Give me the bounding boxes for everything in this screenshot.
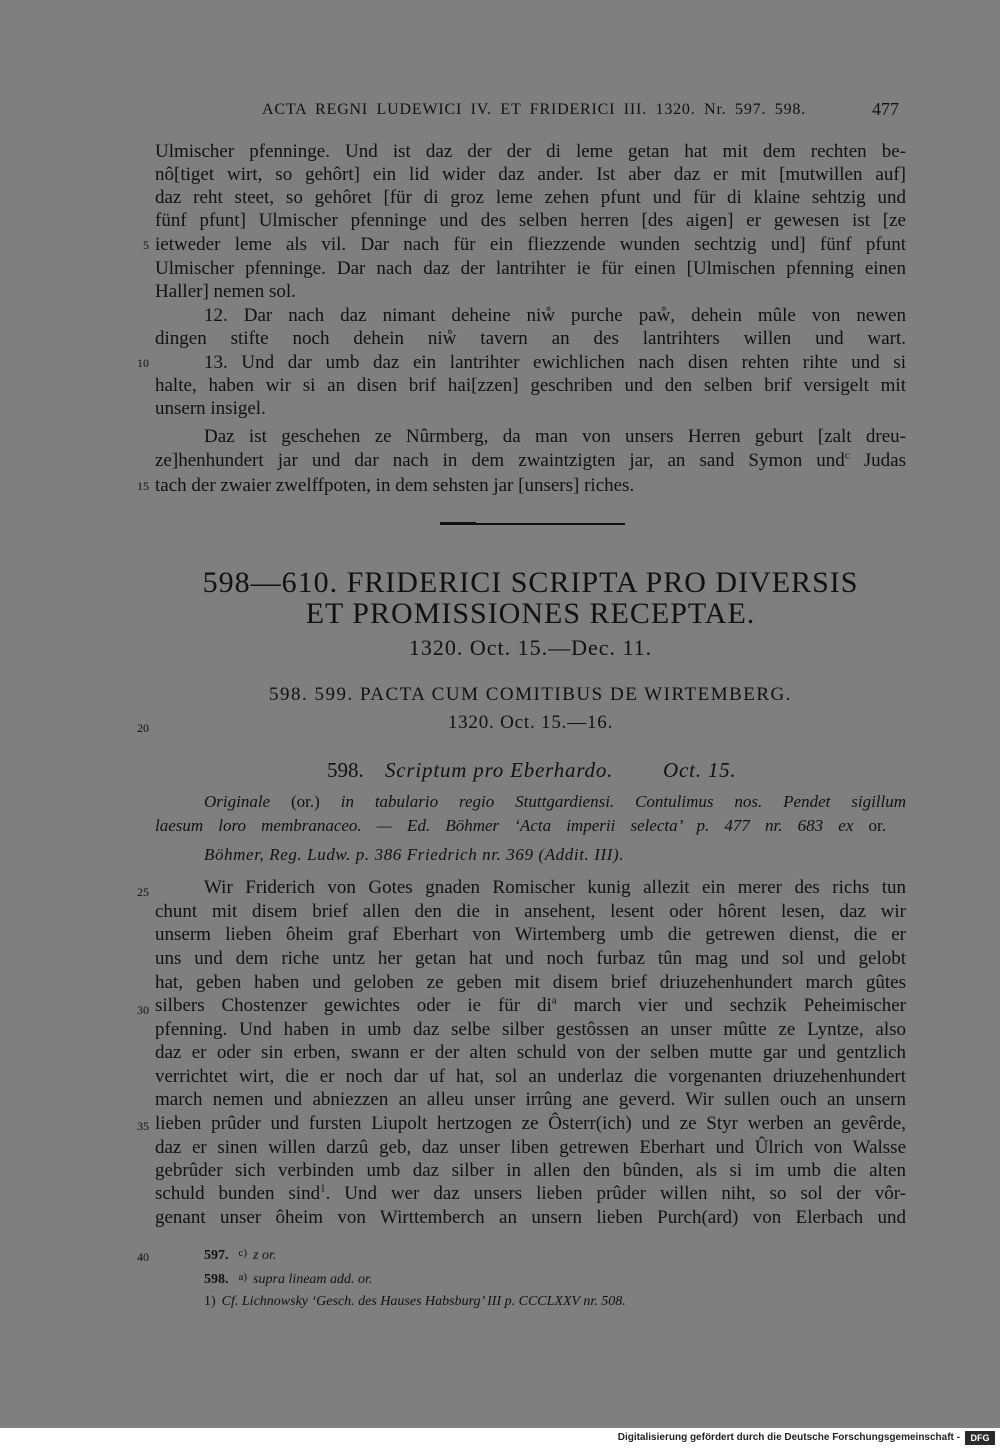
text-line — [155, 449, 906, 473]
text-line: halte, haben wir si an disen brif hai[zzen] geschriben und den selben brif versigelt mit — [155, 375, 906, 396]
source-segment: laesum loro membranaceo. — Ed. Böhmer ‘Acta imperii selecta’ p. 477 nr. 683 ex — [155, 816, 854, 835]
text-segment: schuld bunden sind — [155, 1183, 321, 1204]
text-line: tach der zwaier zwelffpoten, in dem sehsten jar [unsers] riches. — [155, 475, 635, 496]
source-note-line — [204, 790, 906, 814]
text-line: Ulmischer pfenninge. Und ist daz der der di leme getan hat mit dem rechten be- — [155, 141, 906, 162]
footnote-text: Cf. Lichnowsky ‘Gesch. des Hauses Habsburg’ III p. CCCLXXV nr. 508. — [221, 1294, 626, 1309]
text-line: Haller] nemen sol. — [155, 281, 296, 302]
text-segment: Judas — [849, 450, 906, 471]
text-line — [155, 1182, 906, 1206]
line-number: 5 — [143, 238, 149, 252]
footnote-doc-number: 597. — [204, 1248, 229, 1263]
text-line — [155, 994, 906, 1018]
footnote-mark: a — [551, 994, 557, 1007]
text-line: Wir Friderich von Gotes gnaden Romischer kunig allezit ein merer des richs tun — [204, 877, 906, 898]
source-segment: (or.) — [291, 792, 320, 811]
text-line: genant unser ôheim von Wirttemberch an unsern lieben Purch(ard) von Elerbach und — [155, 1207, 906, 1228]
source-note-line — [155, 814, 886, 838]
text-segment: ze]henhundert jar und dar nach in dem zwaintzigten jar, an sand Symon und — [155, 450, 845, 471]
subsection-dates: 1320. Oct. 15.—16. — [447, 712, 614, 733]
text-line: 12. Dar nach daz nimant deheine niẘ purche paẘ, dehein mûle von newen — [204, 305, 906, 326]
text-line: Daz ist geschehen ze Nûrmberg, da man von unsers Herren geburt [zalt dreu- — [204, 426, 906, 447]
line-number: 40 — [137, 1250, 149, 1264]
line-number: 35 — [137, 1119, 149, 1133]
footnote-doc-number: 598. — [204, 1272, 229, 1287]
page-number: 477 — [872, 99, 899, 119]
text-line: gebrûder sich verbinden umb daz silber in allen den bûnden, als si im umb die alten — [155, 1160, 906, 1181]
footnote-text: z or. — [253, 1248, 277, 1263]
digitization-credit: Digitalisierung gefördert durch die Deutsche Forschungsgemeinschaft - — [617, 1432, 960, 1443]
source-segment: Originale — [204, 792, 271, 811]
source-segment: in tabulario regio Stuttgardiensi. Contulimus nos. Pendet sigillum — [340, 792, 907, 811]
text-line: nô[tiget wirt, so gehôrt] ein lid wider daz ander. Ist aber daz er mit [mutwillen auf] — [155, 164, 906, 185]
text-line: 13. Und dar umb daz ein lantrihter ewichlichen nach disen rehten rihte und si — [204, 352, 906, 373]
section-dates: 1320. Oct. 15.—Dec. 11. — [408, 635, 653, 660]
document-heading: Scriptum pro Eberhardo. — [385, 758, 614, 782]
text-line: verrichtet wirt, die er noch dar uf hat, sol an underlaz die vorgenanten driuzehenhundert — [155, 1066, 906, 1087]
text-segment: silbers Chostenzer gewichtes oder ie für di — [155, 995, 552, 1016]
text-line: uns und dem riche untz her getan hat und noch furbaz tûn mag und sol und gelobt — [155, 948, 906, 969]
footnote-marker: c) — [238, 1247, 248, 1259]
section-title-continued: ET PROMISSIONES RECEPTAE. — [305, 597, 756, 630]
text-line: ietweder leme als vil. Dar nach für ein fliezzende wunden sechtzig und] fünf pfunt — [155, 234, 906, 255]
line-number: 15 — [137, 479, 149, 493]
document-date: Oct. 15. — [663, 758, 737, 782]
text-line: daz er sinen willen darzû geb, daz unser liben getrewen Eberhart und Ûlrich von Walsse — [155, 1137, 906, 1158]
footnote-mark: c — [844, 449, 850, 462]
line-number: 25 — [137, 885, 149, 899]
line-number: 30 — [137, 1003, 149, 1017]
footnote — [204, 1292, 626, 1312]
text-line: lieben prûder und fursten Liupolt hertzogen ze Ôsterr(ich) und ze Styr werben an gevêrde, — [155, 1113, 906, 1134]
running-title: ACTA REGNI LUDEWICI IV. ET FRIDERICI III. 1320. Nr. 597. 598. — [262, 101, 806, 118]
text-line: hat, geben haben und geloben ze geben mit disem brief driuzehenhundert march gûtes — [155, 972, 906, 993]
footnote-mark: 1 — [320, 1182, 326, 1195]
text-line: unserm lieben ôheim graf Eberhart von Wirtemberg umb die getrewen dienst, die er — [155, 924, 906, 945]
footnote-marker: a) — [238, 1271, 248, 1283]
text-line: Ulmischer pfenninge. Dar nach daz der lantrihter ie für einen [Ulmischen pfenning einen — [155, 258, 906, 279]
source-segment: or. — [868, 816, 887, 835]
dfg-logo: DFG — [965, 1431, 995, 1445]
text-line: pfenning. Und haben in umb daz selbe silber gestôssen an unser mûtte ze Lyntze, also — [155, 1019, 906, 1040]
line-number: 20 — [137, 721, 149, 735]
footnote — [204, 1267, 372, 1290]
section-divider-accent — [440, 522, 476, 525]
text-line: unsern insigel. — [155, 398, 266, 419]
subsection-title: 598. 599. PACTA CUM COMITIBUS DE WIRTEMBERG. — [268, 684, 793, 705]
footnote-marker: 1) — [204, 1294, 216, 1309]
line-number: 10 — [137, 356, 149, 370]
text-line: fünf pfunt] Ulmischer pfenninge und des selben herren [des aigen] er gewesen ist [ze — [155, 210, 906, 231]
section-title: 598—610. FRIDERICI SCRIPTA PRO DIVERSIS — [202, 566, 859, 599]
text-segment: march vier und sechzik Peheimischer — [556, 995, 906, 1016]
source-note-line: Böhmer, Reg. Ludw. p. 386 Friedrich nr. 369 (Addit. III). — [204, 845, 625, 864]
text-line: chunt mit disem brief allen den die in ansehent, lesent oder hôrent lesen, daz wir — [155, 901, 906, 922]
text-line: daz er oder sin erben, swann er der alten schuld von der selben mutte gar und gentzlich — [155, 1042, 906, 1063]
text-line: daz reht steet, so gehôret [für di groz leme zehen pfunt und für di klaine sehtzig und — [155, 187, 906, 208]
document-number: 598. — [327, 758, 364, 782]
text-line: march nemen und abniezzen an alleu unser irrûng ane geverd. Wir sullen ouch an unsern — [155, 1089, 906, 1110]
text-segment: . Und wer daz unsers lieben prûder willen niht, so sol der vôr- — [325, 1183, 906, 1204]
footnote — [204, 1243, 276, 1266]
text-line: dingen stifte noch dehein niẘ tavern an des lantrihters willen und wart. — [155, 328, 906, 349]
footnote-text: supra lineam add. or. — [253, 1272, 373, 1287]
